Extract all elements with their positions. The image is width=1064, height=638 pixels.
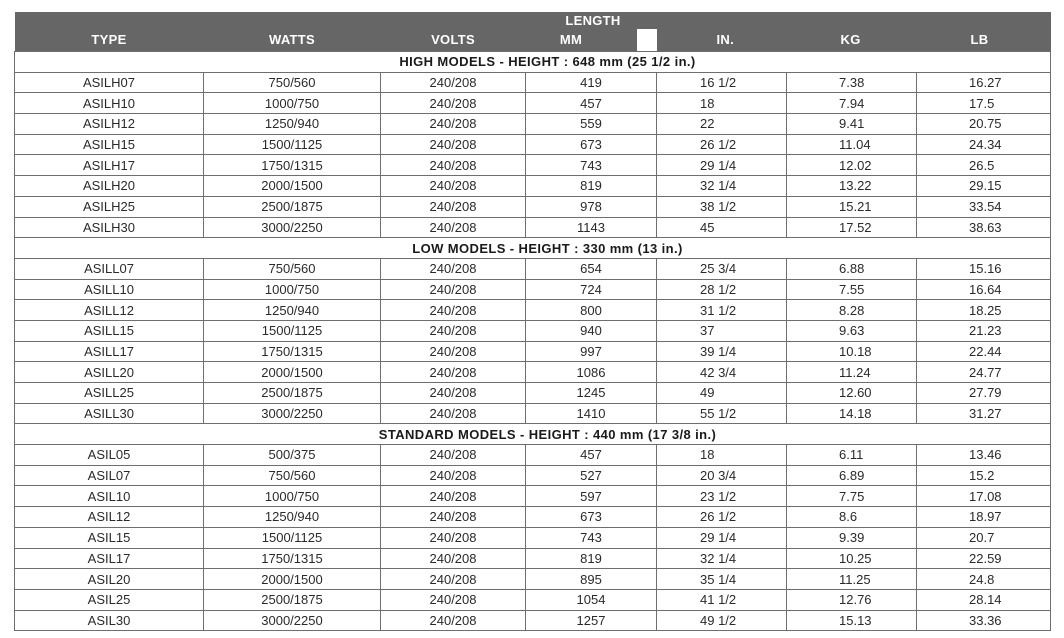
cell-weight-kg: 6.89: [787, 465, 917, 486]
cell-watts: 1000/750: [204, 93, 381, 114]
cell-watts: 1500/1125: [204, 134, 381, 155]
cell-weight-kg: 11.25: [787, 569, 917, 590]
cell-type: ASILH20: [15, 176, 204, 197]
cell-length-in: 55 1/2: [657, 403, 787, 424]
cell-volts: 240/208: [381, 610, 526, 631]
cell-watts: 2000/1500: [204, 362, 381, 383]
cell-type: ASILL25: [15, 383, 204, 404]
cell-length-mm: 940: [526, 320, 657, 341]
table-row: [15, 589, 1051, 610]
cell-watts: 1750/1315: [204, 548, 381, 569]
cell-weight-kg: 9.39: [787, 527, 917, 548]
cell-length-in: 42 3/4: [657, 362, 787, 383]
cell-length-mm: 895: [526, 569, 657, 590]
table-row: [15, 217, 1051, 238]
cell-length-mm: 419: [526, 72, 657, 93]
table-row: [15, 486, 1051, 507]
cell-watts: 3000/2250: [204, 610, 381, 631]
cell-volts: 240/208: [381, 279, 526, 300]
cell-length-mm: 1054: [526, 589, 657, 610]
cell-weight-lb: 38.63: [917, 217, 1051, 238]
cell-weight-lb: 15.16: [917, 258, 1051, 279]
cell-type: ASIL17: [15, 548, 204, 569]
cell-weight-lb: 33.36: [917, 610, 1051, 631]
cell-weight-lb: 26.5: [917, 155, 1051, 176]
cell-length-mm: 978: [526, 196, 657, 217]
cell-weight-lb: 17.08: [917, 486, 1051, 507]
cell-length-mm: 800: [526, 300, 657, 321]
cell-length-mm: 559: [526, 114, 657, 135]
cell-watts: 1250/940: [204, 300, 381, 321]
cell-type: ASIL15: [15, 527, 204, 548]
cell-weight-kg: 11.24: [787, 362, 917, 383]
cell-volts: 240/208: [381, 93, 526, 114]
cell-length-in: 45: [657, 217, 787, 238]
cell-type: ASIL30: [15, 610, 204, 631]
cell-length-in: 20 3/4: [657, 465, 787, 486]
cell-type: ASILH17: [15, 155, 204, 176]
section-header-row: [15, 424, 1051, 445]
cell-type: ASILL10: [15, 279, 204, 300]
table-row: [15, 341, 1051, 362]
cell-weight-lb: 20.75: [917, 114, 1051, 135]
cell-weight-lb: 18.25: [917, 300, 1051, 321]
cell-weight-lb: 24.8: [917, 569, 1051, 590]
cell-weight-kg: 7.75: [787, 486, 917, 507]
column-header-in: IN.: [657, 29, 787, 52]
cell-type: ASILL15: [15, 320, 204, 341]
cell-watts: 750/560: [204, 72, 381, 93]
cell-weight-kg: 12.02: [787, 155, 917, 176]
cell-length-mm: 743: [526, 155, 657, 176]
cell-watts: 1000/750: [204, 486, 381, 507]
cell-length-mm: 1143: [526, 217, 657, 238]
cell-watts: 2500/1875: [204, 589, 381, 610]
cell-weight-lb: 17.5: [917, 93, 1051, 114]
cell-weight-kg: 14.18: [787, 403, 917, 424]
cell-volts: 240/208: [381, 445, 526, 466]
cell-watts: 750/560: [204, 465, 381, 486]
cell-watts: 1500/1125: [204, 527, 381, 548]
cell-watts: 1000/750: [204, 279, 381, 300]
cell-type: ASIL10: [15, 486, 204, 507]
table-row: [15, 176, 1051, 197]
section-title: HIGH MODELS - HEIGHT : 648 mm (25 1/2 in.): [399, 54, 696, 70]
section-title: STANDARD MODELS - HEIGHT : 440 mm (17 3/8 in.): [378, 426, 717, 442]
cell-type: ASILH30: [15, 217, 204, 238]
cell-weight-kg: 8.6: [787, 507, 917, 528]
cell-length-mm: 819: [526, 176, 657, 197]
cell-type: ASIL12: [15, 507, 204, 528]
cell-type: ASIL05: [15, 445, 204, 466]
cell-length-mm: 819: [526, 548, 657, 569]
cell-length-mm: 724: [526, 279, 657, 300]
cell-watts: 2000/1500: [204, 569, 381, 590]
cell-watts: 750/560: [204, 258, 381, 279]
cell-type: ASILL12: [15, 300, 204, 321]
cell-volts: 240/208: [381, 486, 526, 507]
cell-watts: 3000/2250: [204, 403, 381, 424]
cell-weight-lb: 16.64: [917, 279, 1051, 300]
cell-weight-kg: 10.25: [787, 548, 917, 569]
cell-type: ASILL17: [15, 341, 204, 362]
cell-weight-kg: 11.04: [787, 134, 917, 155]
cell-length-in: 25 3/4: [657, 258, 787, 279]
cell-length-mm: 1410: [526, 403, 657, 424]
table-row: [15, 383, 1051, 404]
table-row: [15, 196, 1051, 217]
table-header: [15, 12, 1051, 52]
cell-length-in: 29 1/4: [657, 527, 787, 548]
table-row: [15, 155, 1051, 176]
cell-length-mm: 597: [526, 486, 657, 507]
table-row: [15, 320, 1051, 341]
table-body: [15, 52, 1051, 631]
table-row: [15, 569, 1051, 590]
cell-weight-lb: 28.14: [917, 589, 1051, 610]
cell-length-mm: 1245: [526, 383, 657, 404]
cell-weight-kg: 12.60: [787, 383, 917, 404]
cell-length-mm: 1257: [526, 610, 657, 631]
cell-volts: 240/208: [381, 569, 526, 590]
cell-type: ASILH12: [15, 114, 204, 135]
cell-weight-kg: 9.41: [787, 114, 917, 135]
cell-type: ASILL07: [15, 258, 204, 279]
cell-watts: 1250/940: [204, 114, 381, 135]
cell-length-mm: 1086: [526, 362, 657, 383]
table-row: [15, 72, 1051, 93]
table-row: [15, 258, 1051, 279]
cell-volts: 240/208: [381, 320, 526, 341]
cell-volts: 240/208: [381, 300, 526, 321]
cell-weight-lb: 18.97: [917, 507, 1051, 528]
cell-weight-kg: 13.22: [787, 176, 917, 197]
cell-volts: 240/208: [381, 258, 526, 279]
cell-watts: 2000/1500: [204, 176, 381, 197]
cell-weight-lb: 22.44: [917, 341, 1051, 362]
cell-length-in: 31 1/2: [657, 300, 787, 321]
cell-length-in: 18: [657, 445, 787, 466]
cell-length-in: 38 1/2: [657, 196, 787, 217]
cell-weight-lb: 31.27: [917, 403, 1051, 424]
table-row: [15, 465, 1051, 486]
table-row: [15, 507, 1051, 528]
column-header-watts: WATTS: [204, 29, 381, 52]
cell-weight-lb: 22.59: [917, 548, 1051, 569]
table-row: [15, 93, 1051, 114]
cell-volts: 240/208: [381, 403, 526, 424]
cell-weight-kg: 7.94: [787, 93, 917, 114]
section-header-row: [15, 238, 1051, 259]
cell-length-in: 28 1/2: [657, 279, 787, 300]
cell-volts: 240/208: [381, 507, 526, 528]
cell-weight-lb: 27.79: [917, 383, 1051, 404]
cell-type: ASILH07: [15, 72, 204, 93]
length-group-header: LENGTH: [565, 13, 621, 28]
cell-length-mm: 527: [526, 465, 657, 486]
table-row: [15, 300, 1051, 321]
table-row: [15, 548, 1051, 569]
cell-length-in: 49: [657, 383, 787, 404]
cell-length-in: 16 1/2: [657, 72, 787, 93]
cell-length-in: 22: [657, 114, 787, 135]
cell-volts: 240/208: [381, 72, 526, 93]
cell-weight-lb: 15.2: [917, 465, 1051, 486]
table-row: [15, 403, 1051, 424]
cell-weight-lb: 20.7: [917, 527, 1051, 548]
table-row: [15, 362, 1051, 383]
column-header-lb: LB: [917, 29, 1051, 52]
cell-length-in: 35 1/4: [657, 569, 787, 590]
cell-weight-kg: 17.52: [787, 217, 917, 238]
cell-weight-kg: 9.63: [787, 320, 917, 341]
column-header-kg: KG: [787, 29, 917, 52]
cell-volts: 240/208: [381, 155, 526, 176]
cell-volts: 240/208: [381, 465, 526, 486]
cell-length-in: 41 1/2: [657, 589, 787, 610]
column-header-type: TYPE: [15, 29, 204, 52]
cell-weight-lb: 21.23: [917, 320, 1051, 341]
cell-length-mm: 673: [526, 507, 657, 528]
cell-length-mm: 743: [526, 527, 657, 548]
cell-weight-kg: 15.13: [787, 610, 917, 631]
cell-type: ASILH10: [15, 93, 204, 114]
cell-volts: 240/208: [381, 176, 526, 197]
cell-weight-lb: 29.15: [917, 176, 1051, 197]
cell-type: ASILH25: [15, 196, 204, 217]
cell-weight-lb: 16.27: [917, 72, 1051, 93]
cell-length-in: 49 1/2: [657, 610, 787, 631]
cell-weight-kg: 10.18: [787, 341, 917, 362]
cell-length-in: 26 1/2: [657, 134, 787, 155]
cell-watts: 2500/1875: [204, 196, 381, 217]
cell-weight-kg: 12.76: [787, 589, 917, 610]
cell-length-mm: 673: [526, 134, 657, 155]
cell-volts: 240/208: [381, 527, 526, 548]
cell-length-in: 39 1/4: [657, 341, 787, 362]
cell-type: ASILH15: [15, 134, 204, 155]
table-row: [15, 445, 1051, 466]
cell-watts: 3000/2250: [204, 217, 381, 238]
cell-type: ASILL20: [15, 362, 204, 383]
table-row: [15, 114, 1051, 135]
cell-volts: 240/208: [381, 196, 526, 217]
cell-length-in: 26 1/2: [657, 507, 787, 528]
cell-volts: 240/208: [381, 134, 526, 155]
cell-watts: 1750/1315: [204, 341, 381, 362]
cell-length-mm: 654: [526, 258, 657, 279]
cell-type: ASIL07: [15, 465, 204, 486]
cell-weight-lb: 33.54: [917, 196, 1051, 217]
cell-volts: 240/208: [381, 383, 526, 404]
specifications-table: [14, 12, 1051, 631]
section-title: LOW MODELS - HEIGHT : 330 mm (13 in.): [412, 240, 683, 256]
cell-type: ASIL20: [15, 569, 204, 590]
cell-volts: 240/208: [381, 341, 526, 362]
table-row: [15, 134, 1051, 155]
cell-watts: 1500/1125: [204, 320, 381, 341]
cell-weight-kg: 6.11: [787, 445, 917, 466]
cell-length-in: 29 1/4: [657, 155, 787, 176]
cell-volts: 240/208: [381, 114, 526, 135]
cell-length-mm: 997: [526, 341, 657, 362]
cell-watts: 1250/940: [204, 507, 381, 528]
cell-volts: 240/208: [381, 589, 526, 610]
cell-weight-kg: 6.88: [787, 258, 917, 279]
cell-weight-kg: 7.38: [787, 72, 917, 93]
cell-weight-kg: 7.55: [787, 279, 917, 300]
cell-watts: 500/375: [204, 445, 381, 466]
cell-weight-kg: 15.21: [787, 196, 917, 217]
cell-weight-lb: 24.77: [917, 362, 1051, 383]
cell-volts: 240/208: [381, 362, 526, 383]
cell-weight-kg: 8.28: [787, 300, 917, 321]
table-row: [15, 527, 1051, 548]
column-header-volts: VOLTS: [381, 29, 526, 52]
table-row: [15, 610, 1051, 631]
section-header-row: [15, 52, 1051, 73]
cell-length-in: 32 1/4: [657, 548, 787, 569]
cell-length-in: 32 1/4: [657, 176, 787, 197]
table-row: [15, 279, 1051, 300]
cell-weight-lb: 13.46: [917, 445, 1051, 466]
cell-length-mm: 457: [526, 445, 657, 466]
cell-length-in: 37: [657, 320, 787, 341]
cell-watts: 1750/1315: [204, 155, 381, 176]
cell-length-in: 23 1/2: [657, 486, 787, 507]
column-header-mm: MM: [506, 29, 637, 52]
cell-length-in: 18: [657, 93, 787, 114]
cell-length-mm: 457: [526, 93, 657, 114]
cell-type: ASILL30: [15, 403, 204, 424]
cell-watts: 2500/1875: [204, 383, 381, 404]
cell-volts: 240/208: [381, 217, 526, 238]
cell-weight-lb: 24.34: [917, 134, 1051, 155]
cell-type: ASIL25: [15, 589, 204, 610]
cell-volts: 240/208: [381, 548, 526, 569]
